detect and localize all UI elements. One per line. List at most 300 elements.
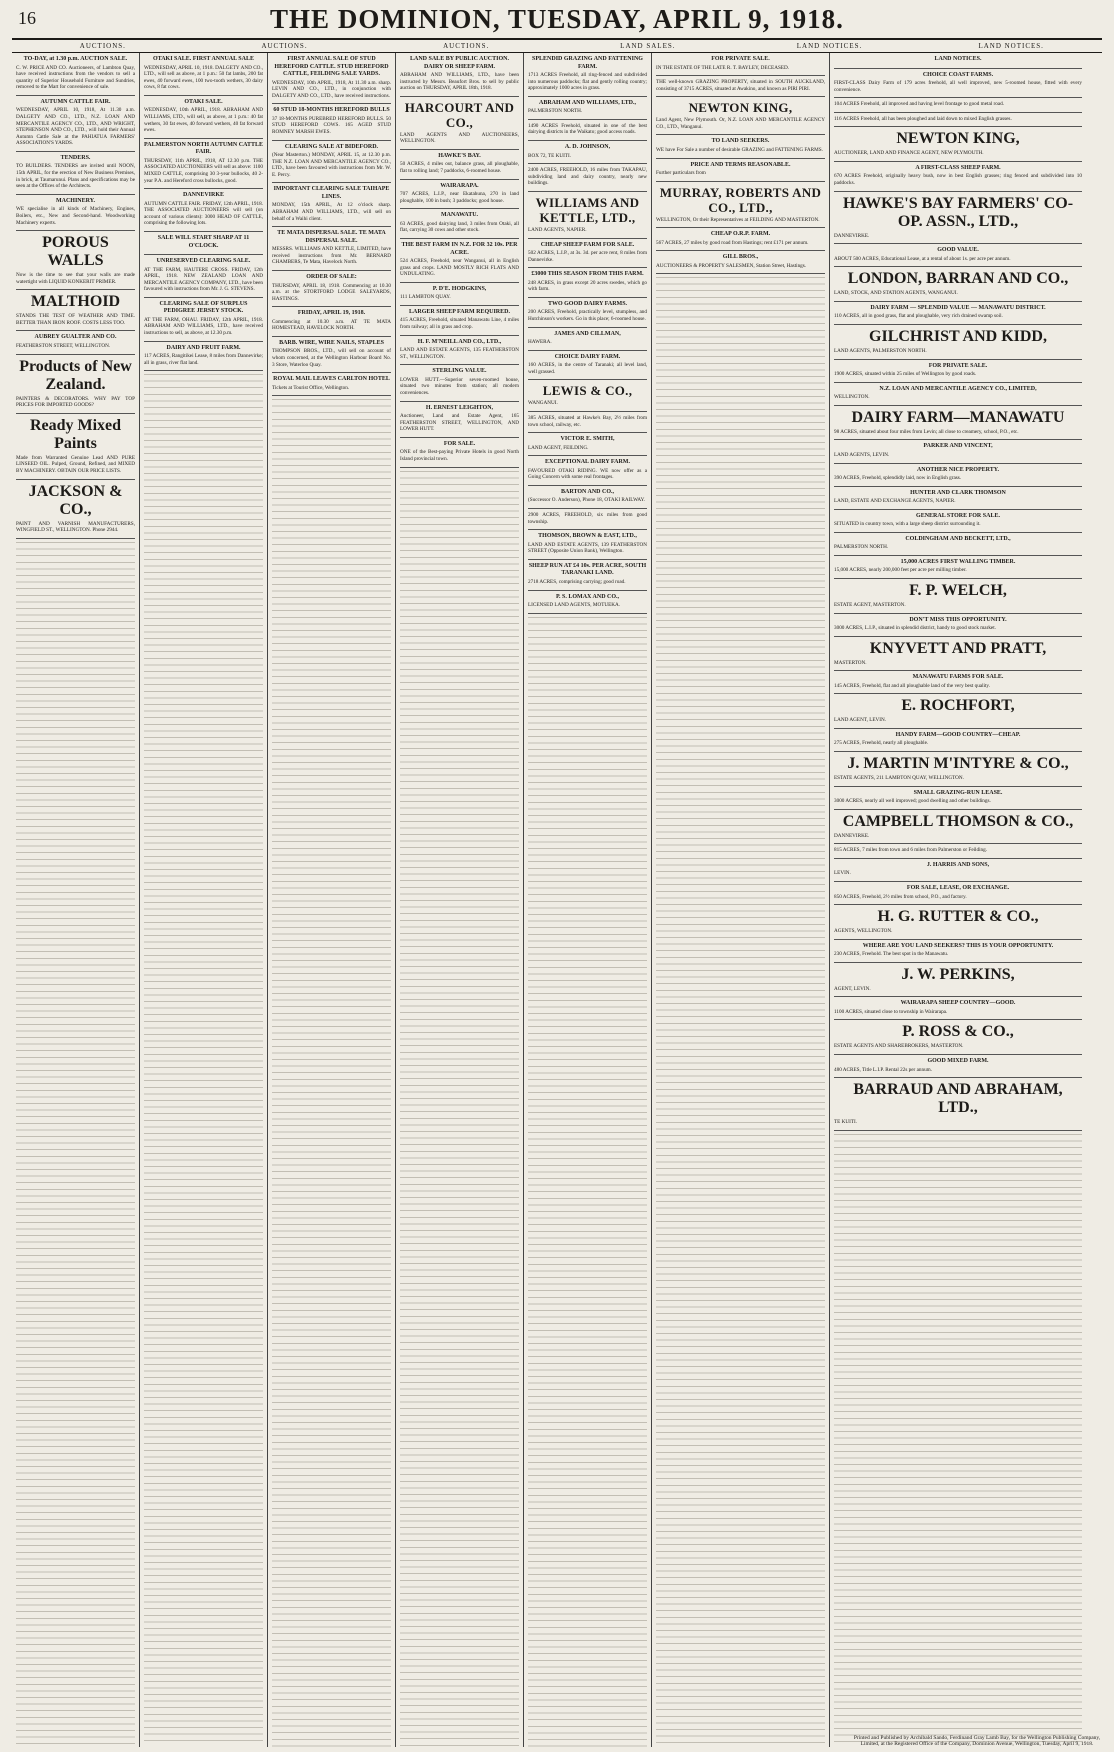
advertisement	[144, 99, 263, 139]
advertisement-body: AGENTS, WELLINGTON.	[834, 928, 893, 935]
advertisement	[834, 195, 1082, 245]
advertisement	[834, 1000, 1082, 1020]
advertisement	[144, 142, 263, 189]
advertisement	[656, 254, 825, 274]
advertisement	[834, 386, 1082, 406]
column-6	[652, 53, 830, 1747]
advertisement-heading: N.Z. LOAN AND MERCANTILE AGENCY CO., LIMITED,	[879, 385, 1037, 392]
advertisement-heading: £3000 THIS SEASON FROM THIS FARM.	[531, 271, 644, 278]
advertisement	[16, 293, 135, 331]
advertisement-heading: HUNTER AND CLARK THOMSON	[910, 489, 1006, 496]
advertisement	[834, 363, 1082, 383]
advertisement	[528, 512, 647, 530]
advertisement-heading: DON'T MISS THIS OPPORTUNITY.	[909, 616, 1007, 623]
advertisement-heading: HANDY FARM—GOOD COUNTRY—CHEAP.	[895, 731, 1021, 738]
advertisement-heading: AUBREY GUALTER AND CO.	[34, 334, 117, 341]
advertisement	[528, 354, 647, 381]
advertisement	[528, 563, 647, 591]
advertisement	[656, 185, 825, 229]
advertisement-heading: PALMERSTON NORTH AUTUMN CATTLE FAIR.	[144, 141, 263, 156]
advertisement-body: (Near Masterton.) MONDAY, APRIL 15, at 12.30 p.m. THE N.Z. LOAN AND MERCANTILE AGENCY CO., LTD., have been favoured with instructions from Mr. W. E. Percy.	[272, 152, 391, 178]
advertisement-body: DANNEVIRKE.	[834, 832, 870, 839]
advertisement-heading: CHOICE COAST FARMS.	[922, 71, 994, 78]
advertisement	[272, 340, 391, 373]
advertisement-heading: SHEEP RUN AT £4 10s. PER ACRE, SOUTH TARANAKI LAND.	[528, 562, 647, 577]
advertisement-body: LAND, STOCK, AND STATION AGENTS, WANGANUI.	[834, 290, 958, 297]
advertisement-heading: DAIRY FARM — SPLENDID VALUE — MANAWATU DISTRICT.	[870, 304, 1046, 311]
advertisement-body: Land Agent, New Plymouth. Or, N.Z. LOAN AND MERCANTILE AGENCY CO., LTD., Wanganui.	[656, 117, 825, 130]
advertisement-body: AT THE FARM, OHAU. FRIDAY, 12th APRIL, 1918. ABRAHAM AND WILLIAMS, LTD., have received instructions to sell, as above, at 12.30 p.m.	[144, 316, 263, 337]
advertisement-heading: JAMES AND CILLMAN,	[554, 330, 621, 337]
advertisement-heading: CLEARING SALE AT BIDEFORD.	[284, 143, 379, 150]
advertisement-heading: FOR SALE.	[443, 440, 476, 447]
advertisement	[400, 56, 519, 97]
advertisement	[144, 235, 263, 255]
advertisement-body: 567 ACRES, 27 miles by good road from Hastings; rent £171 per annum.	[656, 239, 809, 246]
advertisement-body: 230 ACRES, Freehold. The best spot in the Manawatu.	[834, 951, 949, 958]
advertisement	[400, 242, 519, 283]
advertisement	[400, 153, 519, 180]
advertisement	[16, 234, 135, 290]
column-7	[830, 53, 1086, 1747]
advertisement-heading: AUTUMN CATTLE FAIR.	[40, 98, 111, 105]
advertisement	[16, 56, 135, 96]
advertisement	[656, 100, 825, 135]
newspaper-title: THE DOMINION, TUESDAY, APRIL 9, 1918.	[270, 4, 844, 34]
advertisement-heading: MURRAY, ROBERTS AND CO., LTD.,	[659, 184, 822, 215]
advertisement-body: C. W. PRICE AND CO. Auctioneers, of Lambton Quay, have received instructions from the vendors to sell a quantity of Superior Household Furniture and Sundries, removed to the Mart for convenience of sale.	[16, 64, 135, 91]
advertisement	[834, 490, 1082, 510]
advertisement-body: WEDNESDAY, APRIL 10, 1918, At 11.30 a.m. DALGETY AND CO., LTD., N.Z. LOAN AND MERCANTILE AGENCY CO., LTD., AND WRIGHT, STEPHENSON AND CO., LTD., will hold their Annual Autumn Cattle Sale at the PAHIATUA FARMERS' ASSOCIATION'S YARDS.	[16, 107, 135, 147]
advertisement-heading: BARRAUD AND ABRAHAM, LTD.,	[853, 1081, 1063, 1117]
column-header-auctions-3: AUCTIONS.	[443, 42, 490, 50]
advertisement	[144, 192, 263, 232]
advertisement-heading: COLDINGHAM AND BECKETT, LTD.,	[905, 535, 1011, 542]
advertisement	[834, 559, 1082, 579]
advertisement-body: ABOUT 500 ACRES, Educational Lease, at a rental of about 1s. per acre per annum.	[834, 255, 1011, 262]
advertisement	[834, 862, 1082, 882]
advertisement	[656, 56, 825, 76]
advertisement-body: PALMERSTON NORTH.	[834, 544, 889, 551]
advertisement-heading: HAWKE'S BAY FARMERS' CO-OP. ASSN., LTD.,	[842, 194, 1074, 230]
advertisement-heading: PRICE AND TERMS REASONABLE.	[690, 161, 791, 168]
advertisement	[656, 162, 825, 182]
advertisement-body: 117 ACRES, Rangitikei Lease, 8 miles from Dannevirke; all in grass, river flat land.	[144, 353, 263, 366]
advertisement	[528, 271, 647, 298]
advertisement	[528, 459, 647, 486]
printer-imprint: Printed and Published by Archibald Sando, Ferdinand Gray Lamb Bay, for the Wellington Publishing Company, Limited, at the Registered Office of the Company, Dominion Avenue, Wellington, Tuesday, April 9, 1918.	[853, 1734, 1101, 1748]
advertisement-heading: TO LAND SEEKERS.	[711, 138, 770, 145]
advertisement	[834, 56, 1082, 69]
advertisement-body: 2400 ACRES, FREEHOLD, 16 miles from TAKAPAU, subdividing land and dairy country, nearly new buildings.	[528, 167, 647, 187]
advertisement-body: 110 ACRES, all in good grass, flat and ploughable, very rich drained swamp soil.	[834, 313, 1003, 320]
advertisement-body: ESTATE AGENT, MASTERTON.	[834, 601, 906, 608]
advertisement-body: 3000 ACRES, L.I.P., situated in splendid district, handy to good stock market.	[834, 625, 996, 632]
advertisement	[656, 79, 825, 97]
advertisement-heading: LAND NOTICES.	[934, 56, 982, 62]
advertisement-heading: DAIRY AND FRUIT FARM.	[166, 344, 241, 351]
advertisement-body: 145 ACRES, Freehold, flat and all ploughable land of the very best quality.	[834, 682, 990, 689]
advertisement-heading: WAIRARAPA.	[440, 182, 479, 189]
advertisement-body: 524 ACRES, Freehold, near Wanganui, all in English grass and crops. LAND MOSTLY RICH FLATS AND UNDULATING.	[400, 258, 519, 278]
column-fill-lines	[16, 542, 135, 1747]
advertisement-heading: CHOICE DAIRY FARM.	[554, 353, 621, 360]
advertisement-body: WEDNESDAY, APRIL 10, 1918. DALGETY AND CO., LTD., will sell as above, at 1 p.m.: 50 fat lambs, 200 fat ewes, 40 forward ewes, 100 two-tooth wethers, 30 dairy cows, 8 fat cows.	[144, 64, 263, 91]
advertisement-body: 248 ACRES, in grass except 20 acres swedes, which go with farm.	[528, 279, 647, 293]
advertisement-heading: J. MARTIN M'INTYRE & CO.,	[847, 755, 1069, 773]
advertisement-heading: SPLENDID GRAZING AND FATTENING FARM.	[532, 56, 643, 70]
advertisement-body: 63 ACRES, good dairying land, 3 miles from Otaki, all flat, carrying 30 cows and other stock.	[400, 220, 519, 234]
advertisement-heading: WHERE ARE YOU LAND SEEKERS? THIS IS YOUR OPPORTUNITY.	[862, 942, 1054, 949]
advertisement	[528, 436, 647, 456]
advertisement	[528, 144, 647, 164]
advertisement-heading: LAND SALE BY PUBLIC AUCTION. DAIRY OR SHEEP FARM.	[410, 56, 509, 70]
advertisement-body: 815 ACRES, 7 miles from town and 6 miles from Palmerston or Feilding.	[834, 847, 988, 854]
column-fill-lines	[528, 617, 647, 1747]
advertisement	[834, 732, 1082, 752]
advertisement-heading: CLEARING SALE OF SURPLUS PEDIGREE JERSEY STOCK.	[159, 300, 248, 315]
advertisement-body: LAND AND ESTATE AGENTS, 139 FEATHERSTON STREET (Opposite Union Bank), Wellington.	[528, 541, 647, 555]
column-5	[524, 53, 652, 1747]
advertisement-body: PALMERSTON NORTH.	[528, 108, 583, 115]
advertisement-heading: 15,000 ACRES FIRST WALLING TIMBER.	[900, 558, 1016, 565]
advertisement-body: 1713 ACRES Freehold, all ring-fenced and subdivided into numerous paddocks; flat and gently rolling country; approximately 1000 acres in grass.	[528, 72, 647, 92]
advertisement	[834, 885, 1082, 905]
advertisement-body: 707 ACRES, L.I.P., near Ekatahuna, 270 in land ploughable, 100 in bush; 3 paddocks; good house.	[400, 191, 519, 204]
column-2	[140, 53, 268, 1747]
advertisement-body: 98 ACRES, situated about four miles from Levin; all close to creamery, school, P.O., etc.	[834, 428, 1019, 435]
advertisement-body: LEVIN.	[834, 870, 851, 877]
advertisement-body: LAND AND ESTATE AGENTS, 135 FEATHERSTON ST., WELLINGTON.	[400, 347, 519, 360]
advertisement	[528, 383, 647, 412]
advertisement-heading: A FIRST-CLASS SHEEP FARM.	[915, 164, 1001, 171]
advertisement-body: 390 ACRES, Freehold, splendidly laid, now in English grass.	[834, 475, 962, 481]
advertisement-body: 200 ACRES, Freehold, practically level, stumpless, and Hutchinson's workers. Go in this place; 6-roomed house.	[528, 309, 647, 322]
column-header-auctions-1: AUCTIONS.	[79, 42, 126, 50]
advertisement-heading: P. D'E. HODGKINS,	[432, 285, 487, 292]
advertisement	[272, 230, 391, 271]
advertisement	[528, 331, 647, 351]
advertisement-body: ONE of the Best-paying Private Hotels in good North Island provincial town.	[400, 449, 519, 462]
advertisement	[834, 943, 1082, 963]
advertisement-body: WELLINGTON.	[834, 394, 870, 401]
advertisement	[272, 107, 391, 140]
advertisement	[834, 270, 1082, 302]
advertisement	[400, 339, 519, 366]
advertisement-heading: JACKSON & CO.,	[28, 482, 123, 518]
advertisement	[834, 247, 1082, 267]
advertisement-heading: H. F. M'NEILL AND CO., LTD.,	[417, 338, 502, 345]
advertisement-heading: WAIRARAPA SHEEP COUNTRY—GOOD.	[900, 1000, 1016, 1007]
advertisement	[272, 376, 391, 396]
advertisement-body: WANGANUI.	[528, 400, 558, 407]
advertisement-heading: MACHINERY.	[55, 197, 96, 204]
advertisement	[834, 1058, 1082, 1078]
advertisement-heading: PARKER AND VINCENT,	[923, 443, 993, 450]
advertisement-heading: F. P. WELCH,	[909, 581, 1007, 599]
advertisement	[528, 533, 647, 560]
advertisement-heading: BARB. WIRE, WIRE NAILS, STAPLES	[279, 339, 384, 346]
advertisement-heading: HAWKE'S BAY.	[438, 152, 481, 159]
advertisement-body: LAND, ESTATE AND EXCHANGE AGENTS, NAPIER.	[834, 498, 956, 505]
advertisement	[16, 198, 135, 231]
advertisement	[528, 56, 647, 97]
advertisement-heading: LONDON, BARRAN AND CO.,	[847, 270, 1069, 288]
advertisement	[834, 1081, 1082, 1131]
advertisement	[834, 101, 1082, 113]
advertisement-heading: CAMPBELL THOMSON & CO.,	[842, 812, 1074, 830]
advertisement-body: Tickets at Tourist Office, Wellington.	[272, 384, 350, 391]
columns	[12, 53, 1102, 1747]
advertisement	[16, 334, 135, 354]
advertisement	[528, 195, 647, 239]
column-fill-lines	[272, 399, 391, 1747]
advertisement-heading: Products of New Zealand.	[19, 357, 132, 393]
advertisement-body: 3000 ACRES, nearly all well improved; good dwelling and other buildings.	[834, 798, 991, 805]
advertisement-body: Now is the time to see that your walls are made watertight with LIQUID KONKERIT PRIMER.	[16, 272, 135, 285]
advertisement	[528, 242, 647, 269]
advertisement-body: ESTATE AGENTS AND SHAREBROKERS, MASTERTON.	[834, 1043, 964, 1050]
advertisement	[834, 966, 1082, 998]
advertisement	[834, 328, 1082, 360]
advertisement-heading: LEWIS & CO.,	[542, 383, 633, 399]
advertisement	[834, 513, 1082, 533]
advertisement-body: DANNEVIRKE.	[834, 232, 870, 239]
advertisement	[834, 674, 1082, 694]
advertisement	[528, 301, 647, 328]
advertisement	[834, 467, 1082, 487]
advertisement-body: LAND AGENTS, NAPIER.	[528, 226, 587, 233]
column-fill-lines	[400, 471, 519, 1747]
advertisement-heading: P. ROSS & CO.,	[902, 1023, 1014, 1041]
advertisement-body: 850 ACRES, Freehold, 2½ miles from school, P.O., and factory.	[834, 893, 967, 900]
advertisement-heading: H. ERNEST LEIGHTON,	[425, 404, 494, 411]
advertisement	[528, 167, 647, 192]
advertisement-body: MONDAY, 15th APRIL, At 12 o'clock sharp. ABRAHAM AND WILLIAMS, LTD., will sell on behalf of a Waihi client.	[272, 202, 391, 222]
advertisement	[272, 274, 391, 307]
advertisement-heading: IMPORTANT CLEARING SALE TAIHAPE LINES.	[273, 186, 390, 200]
advertisement-heading: NEWTON KING,	[688, 100, 793, 116]
advertisement	[656, 138, 825, 158]
advertisement	[400, 286, 519, 306]
advertisement-body: AUTUMN CATTLE FAIR. FRIDAY, 12th APRIL, 1918. THE ASSOCIATED AUCTIONEERS will sell (on account of various clients): 3000 HEAD OF CATTLE, comprising the following lots.	[144, 200, 263, 227]
advertisement	[16, 358, 135, 414]
advertisement	[528, 415, 647, 433]
advertisement-body: AT THE FARM, HAUTERE CROSS. FRIDAY, 12th APRIL, 1918. NEW ZEALAND LOAN AND MERCANTILE AGENCY COMPANY, LTD., have been favoured with instructions from Mr. J. G. STEVENS.	[144, 266, 263, 293]
advertisement-body: FEATHERSTON STREET, WELLINGTON.	[16, 342, 111, 349]
advertisement	[144, 301, 263, 342]
column-3	[268, 53, 396, 1747]
page-number: 16	[18, 8, 36, 28]
advertisement-body: BOX 72, TE KUITI.	[528, 152, 571, 159]
advertisement-heading: GILL BROS.,	[722, 254, 759, 261]
column-header-land-notices-1: LAND NOTICES.	[796, 42, 863, 50]
advertisement	[400, 309, 519, 336]
advertisement-body: LOWER HUTT.—Superior seven-roomed house, situated two minutes from station; all modern conveniences.	[400, 376, 519, 396]
advertisement-heading: OTAKI SALE. FIRST ANNUAL SALE	[153, 56, 254, 62]
advertisement-heading: VICTOR E. SMITH,	[560, 436, 615, 443]
advertisement-body: 502 ACRES, L.I.P., at 3s. 3d. per acre rent, 8 miles from Dannevirke.	[528, 250, 647, 263]
advertisement-heading: UNRESERVED CLEARING SALE.	[156, 258, 251, 264]
advertisement	[16, 483, 135, 539]
advertisement-body: 15,000 ACRES, nearly 200,000 feet per acre per milling timber.	[834, 567, 967, 574]
advertisement-body: STANDS THE TEST OF WEATHER AND TIME. BETTER THAN IRON ROOF. COSTS LESS TOO.	[16, 313, 135, 326]
advertisement-heading: STERLING VALUE.	[432, 368, 487, 375]
advertisement	[272, 310, 391, 337]
advertisement-body: Auctioneer, Land and Estate Agent, 165 FEATHERSTON STREET, WELLINGTON, AND LOWER HUTT.	[400, 413, 519, 433]
advertisement	[834, 697, 1082, 729]
advertisement-heading: FOR PRIVATE SALE.	[711, 56, 770, 62]
advertisement-heading: ABRAHAM AND WILLIAMS, LTD.,	[538, 99, 637, 106]
advertisement	[834, 790, 1082, 810]
advertisement-body: WE specialise in all kinds of Machinery, Engines, Boilers, etc., New and Second-hand. Woodworking Machinery experts.	[16, 206, 135, 226]
advertisement-body: PAINTERS & DECORATORS. WHY PAY TOP PRICES FOR IMPORTED GOODS?	[16, 395, 135, 409]
advertisement-body: PAINT AND VARNISH MANUFACTURERS, WINGFIELD ST., WELLINGTON. Phone 2944.	[16, 520, 135, 534]
advertisement-body: Commencing at 10.30 a.m. AT TE MATA HOMESTEAD, HAVELOCK NORTH.	[272, 318, 391, 332]
advertisement-body: 2900 ACRES, FREEHOLD, six miles from good township.	[528, 512, 647, 525]
advertisement-heading: TO-DAY, at 1.30 p.m. AUCTION SALE.	[23, 56, 128, 62]
column-header-land-notices-2: LAND NOTICES.	[978, 42, 1044, 50]
advertisement-body: LAND AGENT, FEILDING.	[528, 444, 589, 451]
advertisement-body: FIRST-CLASS Dairy Farm of 179 acres freehold, all well improved, new 5-roomed house, fitted with every convenience.	[834, 80, 1082, 93]
advertisement-heading: H. G. RUTTER & CO.,	[877, 908, 1039, 926]
advertisement-body: MESSRS. WILLIAMS AND KETTLE, LIMITED, have received instructions from Mr. BERNARD CHAMBERS, Te Mata, Havelock North.	[272, 246, 391, 266]
advertisement-body: 50 ACRES, 4 miles out, balance grass, all ploughable, flat to rolling land; 7 paddocks, 6-roomed house.	[400, 161, 519, 175]
advertisement	[400, 212, 519, 239]
advertisement-heading: GENERAL STORE FOR SALE.	[916, 512, 1000, 519]
advertisement-heading: MALTHOID	[30, 293, 121, 311]
advertisement-body: AUCTIONEERS & PROPERTY SALESMEN, Station Street, Hastings.	[656, 262, 807, 269]
advertisement	[834, 847, 1082, 859]
advertisement-heading: BARTON AND CO.,	[560, 488, 615, 495]
column-fill-lines	[144, 374, 263, 1747]
advertisement	[834, 640, 1082, 672]
advertisement	[656, 231, 825, 251]
advertisement-heading: GOOD MIXED FARM.	[927, 1058, 989, 1065]
advertisement-body: THOMPSON BROS., LTD., will sell on account of whom concerned, at the Wellington Harbour Board No. 3 Store, Waterloo Quay.	[272, 348, 391, 368]
advertisement-body: ABRAHAM AND WILLIAMS, LTD., have been instructed by Messrs. Beaufort Bros. to sell by public auction on THURSDAY, APRIL 18th, 1918.	[400, 72, 519, 92]
advertisement	[400, 441, 519, 468]
advertisement	[834, 813, 1082, 845]
advertisement-body: WELLINGTON, Or their Representatives at FEILDING AND MASTERTON.	[656, 216, 820, 223]
advertisement-heading: SMALL GRAZING-RUN LEASE.	[913, 789, 1003, 796]
advertisement-body: TE KUITI.	[834, 1119, 858, 1126]
advertisement-heading: MANAWATU FARMS FOR SALE.	[912, 674, 1004, 681]
advertisement-heading: HARCOURT AND CO.,	[404, 99, 515, 130]
advertisement-heading: KNYVETT AND PRATT,	[869, 639, 1047, 657]
advertisement	[834, 755, 1082, 787]
advertisement-body: 1490 ACRES Freehold, situated in one of the best dairying districts in the Waikato; good access roads.	[528, 122, 647, 136]
advertisement-body: 415 ACRES, Freehold, situated Manawatu Line, 4 miles from railway; all in grass and crop.	[400, 317, 519, 330]
advertisement-body: 104 ACRES Freehold, all improved and having level frontage to good metal road.	[834, 101, 1004, 108]
advertisement-body: LAND AGENTS, PALMERSTON NORTH.	[834, 348, 927, 355]
advertisement	[528, 123, 647, 141]
advertisement	[16, 417, 135, 480]
advertisement	[16, 155, 135, 195]
advertisement-body: WE have For Sale a number of desirable GRAZING and FATTENING FARMS.	[656, 146, 823, 153]
advertisement	[144, 345, 263, 372]
column-header-auctions-2: AUCTIONS.	[261, 42, 308, 50]
advertisement-heading: CHEAP O.R.P. FARM.	[710, 231, 771, 238]
advertisement-heading: 60 STUD 18-MONTHS HEREFORD BULLS	[273, 107, 390, 114]
advertisement	[834, 617, 1082, 637]
advertisement-body: WEDNESDAY, 10th APRIL, 1918. ABRAHAM AND WILLIAMS, LTD., will sell, as above, at 1 p.m.: 40 fat wethers, 30 fat ewes, 40 forward wethers, 40 fat forward ewes.	[144, 107, 263, 134]
advertisement-body: SITUATED in country town, with a large sheep district surrounding it.	[834, 521, 981, 528]
advertisement	[834, 536, 1082, 556]
masthead	[12, 4, 1102, 40]
advertisement	[834, 908, 1082, 940]
advertisement	[16, 99, 135, 152]
advertisement	[834, 72, 1082, 99]
advertisement-body: ESTATE AGENTS, 211 LAMBTON QUAY, WELLINGTON.	[834, 775, 964, 782]
column-1	[12, 53, 140, 1747]
advertisement	[400, 368, 519, 401]
advertisement-body: TO BUILDERS. TENDERS are invited until NOON, 15th APRIL, for the erection of New Business Premises, in brick, at Taumarunui. Plans and specifications may be seen at the Offices of the Architects.	[16, 163, 135, 190]
advertisement-heading: TE MATA DISPERSAL SALE. TE MATA DISPERSAL SALE.	[277, 230, 386, 244]
advertisement-heading: THE BEST FARM IN N.Z. FOR 32 10s. PER ACRE.	[401, 242, 518, 256]
advertisement-heading: MANAWATU.	[440, 212, 479, 219]
advertisement	[272, 186, 391, 227]
advertisement-body: HAWERA.	[528, 339, 552, 346]
advertisement-body: THE well-known GRAZING PROPERTY, situated in SOUTH AUCKLAND, consisting of 3715 ACRES, situated at Awakino, and known as PIRI PIRI.	[656, 79, 825, 92]
advertisement-body: 385 ACRES, situated at Hawke's Bay, 2½ miles from town school, railway, etc.	[528, 414, 647, 428]
advertisement-heading: OTAKI SALE.	[184, 98, 223, 105]
advertisement-heading: TWO GOOD DAIRY FARMS.	[547, 300, 628, 307]
advertisement-heading: Ready Mixed Paints	[29, 416, 122, 452]
advertisement-body: 160 ACRES, in the centre of Taranaki; all level land, well grassed.	[528, 362, 647, 375]
advertisement-body: 1100 ACRES, situated close to township in Wairarapa.	[834, 1008, 948, 1015]
advertisement-heading: E. ROCHFORT,	[901, 697, 1015, 715]
advertisement	[400, 405, 519, 438]
advertisement-heading: FOR SALE, LEASE, OR EXCHANGE.	[906, 885, 1010, 891]
advertisement-body: Made from Warranted Genuine Lead AND PURE LINSEED OIL. Pulped, Ground, Refined, and MIXED BY MACHINERY. OBTAIN OUR PRICE LISTS.	[16, 454, 135, 474]
advertisement-heading: J. W. PERKINS,	[901, 965, 1015, 983]
advertisement	[834, 409, 1082, 441]
advertisement	[834, 443, 1082, 463]
advertisement	[834, 130, 1082, 162]
advertisement-body: THURSDAY, 11th APRIL, 1918, AT 12.30 p.m. THE ASSOCIATED AUCTIONEERS will sell as above: 1100 MIXED CATTLE, comprising 30 3-year bullocks, 40 2-year P.A. and Hereford cross bullocks, good.	[144, 157, 263, 184]
advertisement	[528, 594, 647, 614]
advertisement-body: LAND AGENT, LEVIN.	[834, 717, 887, 724]
advertisement-body: (Successor O. Anderson), Phone 18, OTAKI RAILWAY.	[528, 497, 646, 504]
advertisement	[528, 489, 647, 509]
column-headers	[12, 40, 1102, 53]
column-fill-lines	[834, 1134, 1082, 1747]
advertisement-heading: ORDER OF SALE:	[306, 274, 357, 280]
advertisement	[272, 56, 391, 104]
advertisement	[834, 582, 1082, 614]
advertisement-heading: NEWTON KING,	[896, 130, 1020, 148]
advertisement	[834, 305, 1082, 325]
advertisement-body: FAVOURED OTAKI RIDING. WE now offer as a Going Concern with some real frontages.	[528, 467, 647, 481]
advertisement-heading: THOMSON, BROWN & EAST, LTD.,	[538, 533, 637, 540]
advertisement-body: LICENSED LAND AGENTS, MOTUEKA.	[528, 602, 621, 608]
advertisement-heading: FIRST ANNUAL SALE OF STUD HEREFORD CATTLE. STUD HEREFORD CATTLE, FEILDING SALE YARDS.	[274, 56, 389, 77]
advertisement-heading: GOOD VALUE.	[937, 247, 979, 254]
advertisement-heading: ROYAL MAIL LEAVES CARLTON HOTEL	[273, 376, 390, 383]
advertisement-heading: WILLIAMS AND KETTLE, LTD.,	[535, 194, 640, 225]
advertisement-heading: FOR PRIVATE SALE.	[928, 362, 988, 369]
advertisement-heading: POROUS WALLS	[42, 234, 109, 270]
advertisement-heading: FRIDAY, APRIL 19, 1918.	[297, 310, 366, 317]
advertisement-body: 1900 ACRES, situated within 25 miles of Wellington by good roads.	[834, 371, 977, 378]
advertisement-body: WEDNESDAY, 10th APRIL, 1918, At 11.30 a.m. sharp. LEVIN AND CO., LTD., in conjunction with DALGETY AND CO., LTD., have received instructions.	[272, 79, 391, 99]
advertisement-body: AGENT, LEVIN.	[834, 985, 871, 992]
advertisement-body: LAND AGENTS, LEVIN.	[834, 451, 890, 458]
advertisement	[144, 56, 263, 96]
advertisement-heading: ANOTHER NICE PROPERTY.	[916, 466, 1000, 473]
advertisement-heading: J. HARRIS AND SONS,	[926, 861, 990, 868]
